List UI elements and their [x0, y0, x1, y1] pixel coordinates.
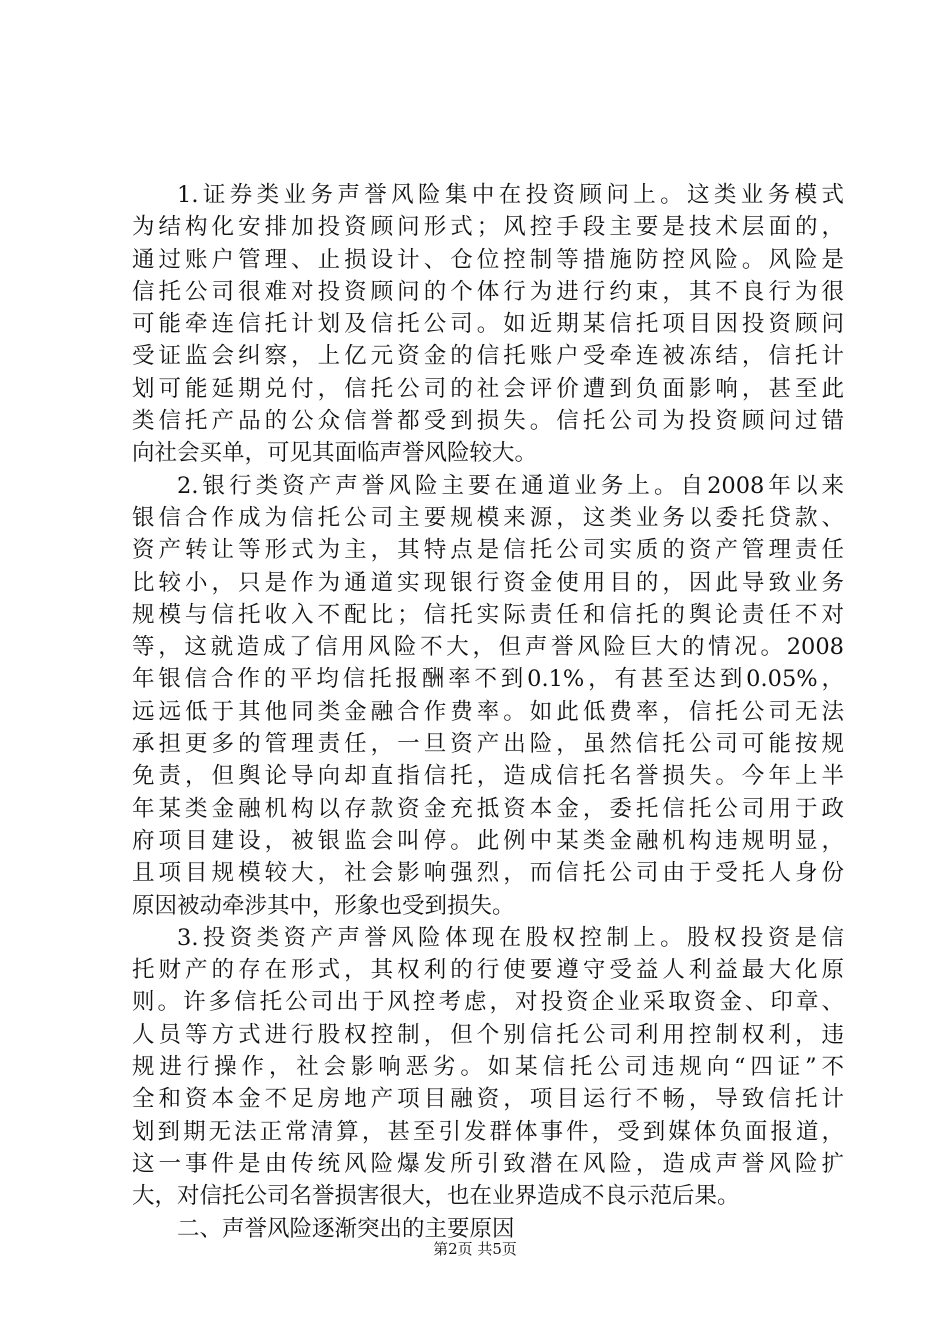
text-line: 大，对信托公司名誉损害很大，也在业界造成不良示范后果。 — [132, 1183, 740, 1210]
text-line: 类信托产品的公众信誉都受到损失。信托公司为投资顾问过错 — [132, 408, 844, 435]
text-line: 为结构化安排加投资顾问形式；风控手段主要是技术层面的， — [132, 214, 844, 241]
document-body — [132, 179, 844, 1245]
section-heading-text: 二、声誉风险逐渐突出的主要原因 — [177, 1215, 515, 1242]
text-line: 免责，但舆论导向却直指信托，造成信托名誉损失。今年上半 — [132, 763, 844, 790]
text-line: 可能牵连信托计划及信托公司。如近期某信托项目因投资顾问 — [132, 311, 844, 338]
paragraph-securities-risk — [132, 179, 844, 470]
text-line: 信托公司很难对投资顾问的个体行为进行约束，其不良行为很 — [132, 278, 844, 305]
text-line: 3.投资类资产声誉风险体现在股权控制上。股权投资是信 — [177, 924, 844, 951]
text-line: 向社会买单，可见其面临声誉风险较大。 — [132, 440, 538, 467]
text-line: 全和资本金不足房地产项目融资，项目运行不畅，导致信托计 — [132, 1086, 844, 1113]
text-line: 通过账户管理、止损设计、仓位控制等措施防控风险。风险是 — [132, 246, 844, 273]
text-line: 资产转让等形式为主，其特点是信托公司实质的资产管理责任 — [132, 537, 844, 564]
text-line: 原因被动牵涉其中，形象也受到损失。 — [132, 892, 515, 919]
text-line: 年某类金融机构以存款资金充抵资本金，委托信托公司用于政 — [132, 795, 844, 822]
text-line: 受证监会纠察，上亿元资金的信托账户受牵连被冻结，信托计 — [132, 343, 844, 370]
text-line: 规进行操作，社会影响恶劣。如某信托公司违规向“四证”不 — [132, 1054, 844, 1081]
text-line: 且项目规模较大，社会影响强烈，而信托公司由于受托人身份 — [132, 860, 844, 887]
text-line: 托财产的存在形式，其权利的行使要遵守受益人利益最大化原 — [132, 957, 844, 984]
text-line: 划到期无法正常清算，甚至引发群体事件，受到媒体负面报道， — [132, 1118, 844, 1145]
text-line: 府项目建设，被银监会叫停。此例中某类金融机构违规明显， — [132, 827, 844, 854]
text-line: 承担更多的管理责任，一旦资产出险，虽然信托公司可能按规 — [132, 731, 844, 758]
text-line: 年银信合作的平均信托报酬率不到0.1%，有甚至达到0.05%， — [132, 666, 844, 693]
paragraph-investment-assets-risk — [132, 922, 844, 1213]
text-line: 这一事件是由传统风险爆发所引致潜在风险，造成声誉风险扩 — [132, 1150, 844, 1177]
text-line: 比较小，只是作为通道实现银行资金使用目的，因此导致业务 — [132, 569, 844, 596]
text-line: 人员等方式进行股权控制，但个别信托公司利用控制权利，违 — [132, 1021, 844, 1048]
text-line: 规模与信托收入不配比；信托实际责任和信托的舆论责任不对 — [132, 601, 844, 628]
text-line: 等，这就造成了信用风险不大，但声誉风险巨大的情况。2008 — [132, 634, 844, 661]
text-line: 2.银行类资产声誉风险主要在通道业务上。自2008年以来 — [177, 472, 844, 499]
text-line: 1.证券类业务声誉风险集中在投资顾问上。这类业务模式 — [177, 182, 844, 208]
text-line: 远远低于其他同类金融合作费率。如此低费率，信托公司无法 — [132, 698, 844, 725]
text-line: 划可能延期兑付，信托公司的社会评价遭到负面影响，甚至此 — [132, 375, 844, 402]
text-line: 则。许多信托公司出于风控考虑，对投资企业采取资金、印章、 — [132, 989, 844, 1016]
page-number-footer: 第2页 共5页 — [433, 1240, 517, 1258]
text-line: 银信合作成为信托公司主要规模来源，这类业务以委托贷款、 — [132, 504, 844, 531]
paragraph-bank-assets-risk — [132, 470, 844, 922]
